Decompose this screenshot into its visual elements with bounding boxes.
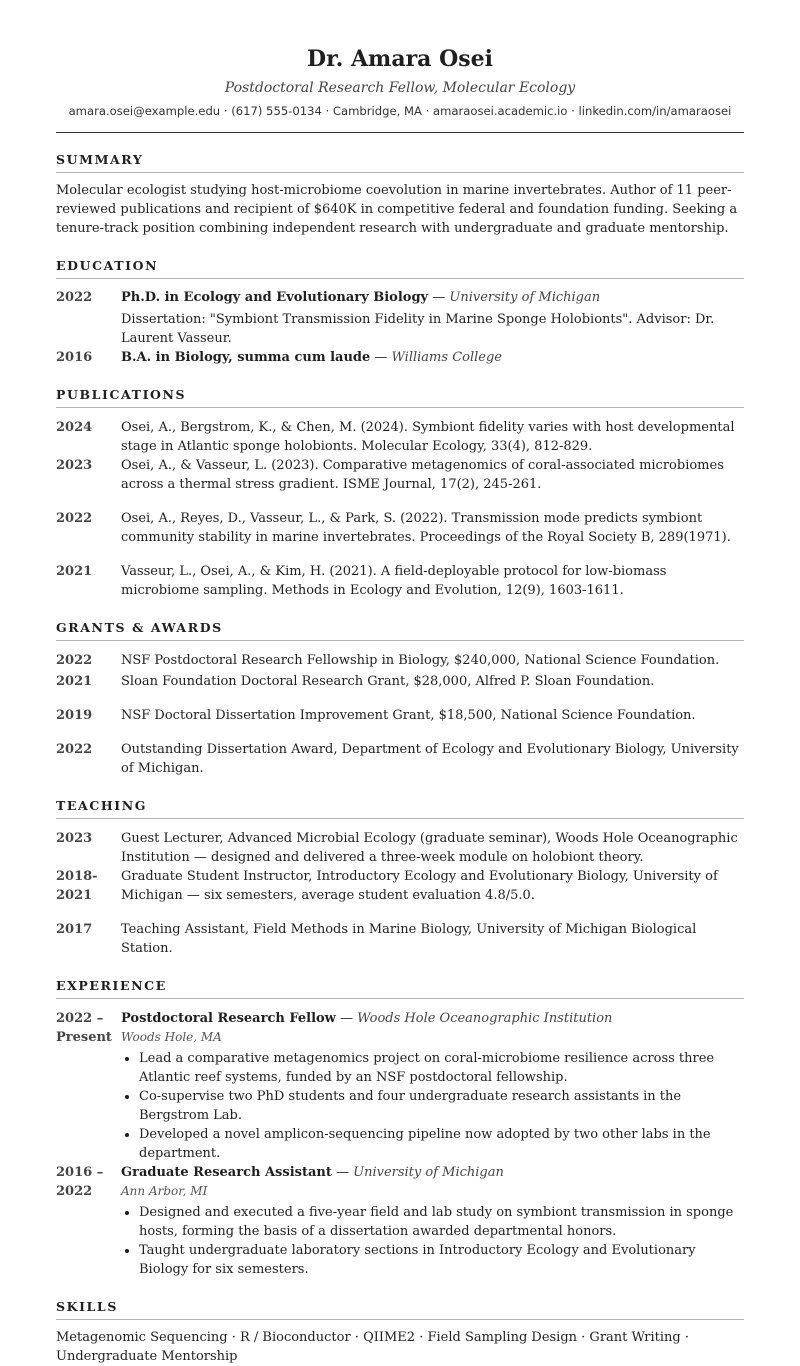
teaching-text: Guest Lecturer, Advanced Microbial Ecology (graduate seminar), Woods Hole Oceanographic Institution — designed and delivered a three-week module on holobiont theory. <box>121 831 738 865</box>
entry-year: 2016 <box>56 350 93 365</box>
list-item: • Designed and executed a five-year field and lab study on symbiont transmission in sponge hosts, forming the basis of a dissertation awarded departmental honors. <box>139 1203 744 1241</box>
section-title-education: EDUCATION <box>56 258 744 279</box>
entry-year: 2023 <box>56 458 93 473</box>
section-title-experience: EXPERIENCE <box>56 978 744 999</box>
section-title-teaching: TEACHING <box>56 798 744 819</box>
entry-year: 2019 <box>56 708 93 723</box>
experience-entry <box>56 1163 744 1279</box>
entry-year: 2021 <box>56 564 93 579</box>
entry-year: 2018- 2021 <box>56 869 98 903</box>
entry-year: 2021 <box>56 674 93 689</box>
grant-text: Outstanding Dissertation Award, Department of Ecology and Evolutionary Biology, University of Michigan. <box>121 742 739 776</box>
entry-year: 2022 <box>56 511 93 526</box>
publication-entry <box>56 456 744 494</box>
teaching-entry <box>56 920 744 958</box>
education-entry <box>56 288 744 348</box>
publication-entry <box>56 562 744 600</box>
entry-year: 2016 – 2022 <box>56 1165 104 1199</box>
section-title-summary: SUMMARY <box>56 152 744 173</box>
teaching-entry <box>56 829 744 867</box>
candidate-tagline: Postdoctoral Research Fellow, Molecular Ecology <box>224 80 576 96</box>
entry-year: 2023 <box>56 831 93 846</box>
job-location: Ann Arbor, MI <box>121 1184 208 1198</box>
entry-year: 2022 – Present <box>56 1011 112 1045</box>
entry-year: 2022 <box>56 653 93 668</box>
resume-header <box>56 44 744 120</box>
organization: University of Michigan <box>353 1165 504 1180</box>
section-title-skills: SKILLS <box>56 1299 744 1320</box>
skills-list: Metagenomic Sequencing · R / Bioconductor · QIIME2 · Field Sampling Design · Grant Writing · Undergraduate Mentorship <box>56 1330 690 1364</box>
organization: Woods Hole Oceanographic Institution <box>357 1011 613 1026</box>
separator: — <box>428 290 450 305</box>
entry-year: 2022 <box>56 742 93 757</box>
separator: — <box>370 350 392 365</box>
separator: — <box>331 1165 354 1180</box>
degree: B.A. in Biology, summa cum laude <box>121 350 371 365</box>
job-title: Graduate Research Assistant <box>121 1165 332 1180</box>
contact-line: amara.osei@example.edu · (617) 555-0134 · Cambridge, MA · amaraosei.academic.io · linkedin.com/in/amaraosei <box>68 104 732 118</box>
publication-citation: Osei, A., Bergstrom, K., & Chen, M. (2024). Symbiont fidelity varies with host developmental stage in Atlantic sponge holobionts. Molecular Ecology, 33(4), 812-829. <box>121 420 735 454</box>
list-item: • Developed a novel amplicon-sequencing pipeline now adopted by two other labs in the department. <box>139 1125 744 1163</box>
grant-text: NSF Doctoral Dissertation Improvement Grant, $18,500, National Science Foundation. <box>121 708 696 723</box>
grant-text: NSF Postdoctoral Research Fellowship in Biology, $240,000, National Science Foundation. <box>121 653 720 668</box>
job-bullets <box>121 1049 744 1163</box>
publication-entry <box>56 418 744 456</box>
publication-citation: Osei, A., & Vasseur, L. (2023). Comparative metagenomics of coral-associated microbiomes across a thermal stress gradient. ISME Journal, 17(2), 245-261. <box>121 458 724 492</box>
grant-text: Sloan Foundation Doctoral Research Grant, $28,000, Alfred P. Sloan Foundation. <box>121 674 655 689</box>
entry-year: 2022 <box>56 290 93 305</box>
grant-entry <box>56 706 744 725</box>
job-location: Woods Hole, MA <box>121 1030 222 1044</box>
experience-entry <box>56 1009 744 1163</box>
dissertation-detail: Dissertation: "Symbiont Transmission Fidelity in Marine Sponge Holobionts". Advisor: Dr. Laurent Vasseur. <box>121 312 715 346</box>
publication-entry <box>56 509 744 547</box>
publication-citation: Osei, A., Reyes, D., Vasseur, L., & Park, S. (2022). Transmission mode predicts symbiont community stability in marine invertebrates. Proceedings of the Royal Society B, 289(1971). <box>121 511 731 545</box>
candidate-name: Dr. Amara Osei <box>307 46 493 72</box>
institution: Williams College <box>391 350 502 365</box>
teaching-text: Graduate Student Instructor, Introductory Ecology and Evolutionary Biology, University of Michigan — six semesters, average student evaluation 4.8/5.0. <box>121 869 718 903</box>
entry-year: 2017 <box>56 922 93 937</box>
list-item: • Lead a comparative metagenomics project on coral-microbiome resilience across three Atlantic reef systems, funded by an NSF postdoctoral fellowship. <box>139 1049 744 1087</box>
list-item: • Taught undergraduate laboratory sections in Introductory Ecology and Evolutionary Biology for six semesters. <box>139 1241 744 1279</box>
section-title-publications: PUBLICATIONS <box>56 387 744 408</box>
teaching-text: Teaching Assistant, Field Methods in Marine Biology, University of Michigan Biological Station. <box>121 922 697 956</box>
separator: — <box>335 1011 358 1026</box>
header-divider <box>56 132 744 133</box>
teaching-entry <box>56 867 744 905</box>
grant-entry <box>56 651 744 670</box>
entry-year: 2024 <box>56 420 93 435</box>
section-title-grants: GRANTS & AWARDS <box>56 620 744 641</box>
degree: Ph.D. in Ecology and Evolutionary Biology <box>121 290 429 305</box>
institution: University of Michigan <box>449 290 601 305</box>
list-item: • Co-supervise two PhD students and four undergraduate research assistants in the Bergstrom Lab. <box>139 1087 744 1125</box>
job-bullets <box>121 1203 744 1279</box>
education-entry <box>56 348 744 367</box>
job-title: Postdoctoral Research Fellow <box>121 1011 336 1026</box>
grant-entry <box>56 740 744 778</box>
grant-entry <box>56 672 744 691</box>
publication-citation: Vasseur, L., Osei, A., & Kim, H. (2021). A field-deployable protocol for low-biomass microbiome sampling. Methods in Ecology and Evolution, 12(9), 1603-1611. <box>121 564 667 598</box>
summary-text: Molecular ecologist studying host-microbiome coevolution in marine invertebrates. Author of 11 peer-reviewed publications and recipient of $640K in competitive federal and foundation funding. Seeking a tenure-track position combining independent research with undergraduate and graduate mentorship. <box>56 183 738 236</box>
